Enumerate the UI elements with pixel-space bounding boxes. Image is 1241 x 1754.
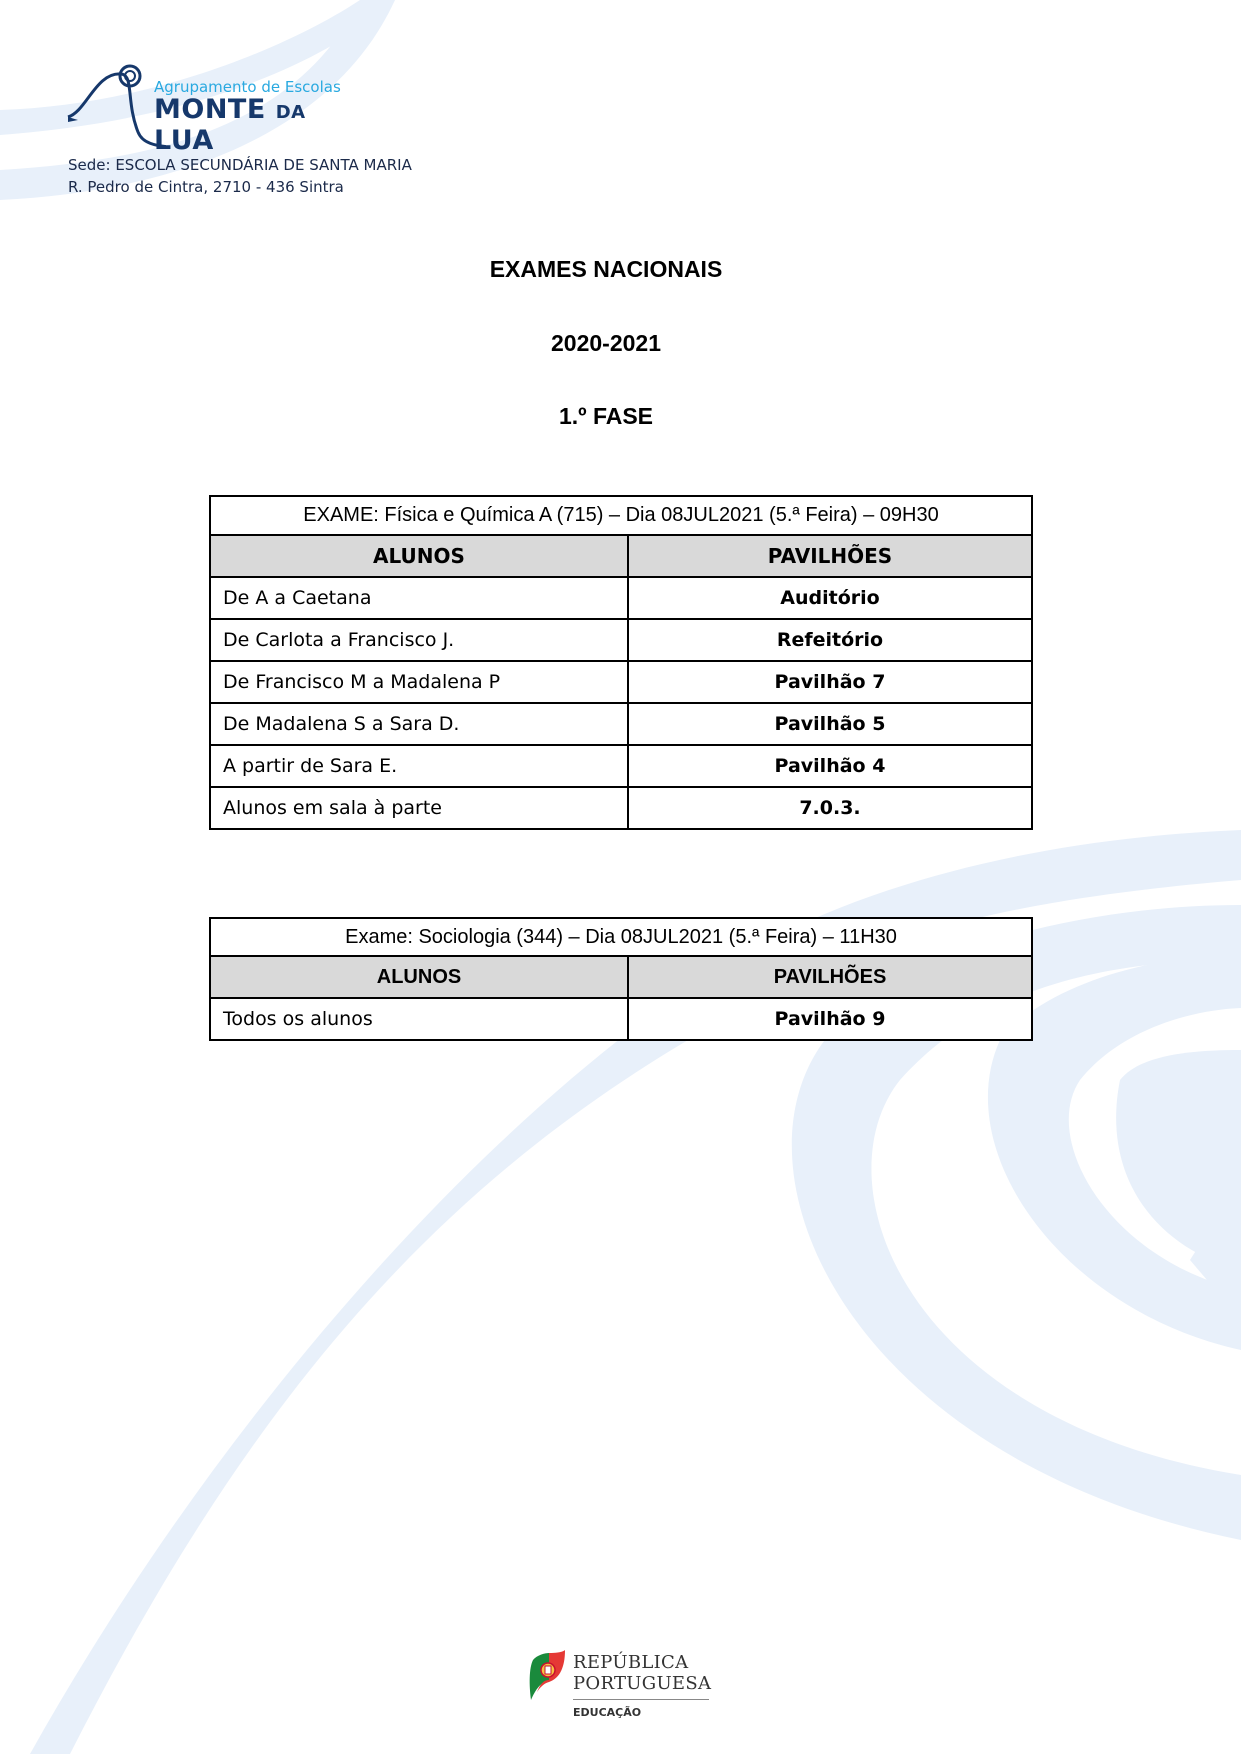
column-header-pavilhoes: PAVILHÕES (628, 956, 1032, 998)
alunos-cell: De Madalena S a Sara D. (210, 703, 628, 745)
alunos-cell: Todos os alunos (210, 998, 628, 1040)
pavilhao-cell: 7.0.3. (628, 787, 1032, 829)
republica-portuguesa-text (573, 1652, 711, 1694)
table-row (210, 787, 1032, 829)
exam-caption-row (210, 496, 1032, 535)
footer-divider (573, 1699, 709, 1700)
alunos-cell: De Carlota a Francisco J. (210, 619, 628, 661)
table-row (210, 661, 1032, 703)
pavilhao-cell: Auditório (628, 577, 1032, 619)
pavilhao-cell: Refeitório (628, 619, 1032, 661)
exam-table-fisica-quimica (209, 495, 1033, 830)
pavilhao-cell: Pavilhão 4 (628, 745, 1032, 787)
table-header-row (210, 535, 1032, 577)
column-header-pavilhoes: PAVILHÕES (628, 535, 1032, 577)
exam-table-sociologia (209, 917, 1033, 1041)
exam-caption: Exame: Sociologia (344) – Dia 08JUL2021 (5.ª Feira) – 11H30 (210, 918, 1032, 956)
table-row (210, 998, 1032, 1040)
educacao-text: EDUCAÇÃO (573, 1706, 642, 1719)
alunos-cell: A partir de Sara E. (210, 745, 628, 787)
pavilhao-cell: Pavilhão 5 (628, 703, 1032, 745)
republica-text: REPÚBLICA (573, 1652, 689, 1673)
logo-name (154, 94, 366, 156)
school-address-block (68, 154, 412, 198)
table-header-row (210, 956, 1032, 998)
sede-text: Sede: ESCOLA SECUNDÁRIA DE SANTA MARIA (68, 156, 412, 174)
republica-portuguesa-logo (525, 1650, 725, 1725)
logo-name-part: MONTE (154, 94, 276, 125)
alunos-cell: De Francisco M a Madalena P (210, 661, 628, 703)
portuguesa-text: PORTUGUESA (573, 1673, 712, 1694)
alunos-cell: De A a Caetana (210, 577, 628, 619)
column-header-alunos: ALUNOS (210, 535, 628, 577)
address-text: R. Pedro de Cintra, 2710 - 436 Sintra (68, 178, 344, 196)
table-row (210, 745, 1032, 787)
document-title: EXAMES NACIONAIS (489, 256, 723, 282)
pavilhao-cell: Pavilhão 9 (628, 998, 1032, 1040)
alunos-cell: Alunos em sala à parte (210, 787, 628, 829)
monte-da-lua-swirl-icon (66, 62, 166, 157)
school-year: 2020-2021 (551, 330, 661, 356)
exam-phase: 1.º FASE (558, 403, 654, 429)
table-row (210, 577, 1032, 619)
school-logo (66, 62, 366, 157)
pavilhao-cell: Pavilhão 7 (628, 661, 1032, 703)
exam-caption-row (210, 918, 1032, 956)
column-header-alunos: ALUNOS (210, 956, 628, 998)
logo-subtitle: Agrupamento de Escolas (154, 78, 341, 96)
logo-name-part: LUA (154, 125, 214, 156)
exam-caption: EXAME: Física e Química A (715) – Dia 08JUL2021 (5.ª Feira) – 09H30 (210, 496, 1032, 535)
table-row (210, 619, 1032, 661)
portugal-flag-emblem-icon (527, 1650, 567, 1702)
logo-name-part: DA (275, 102, 306, 123)
table-row (210, 703, 1032, 745)
